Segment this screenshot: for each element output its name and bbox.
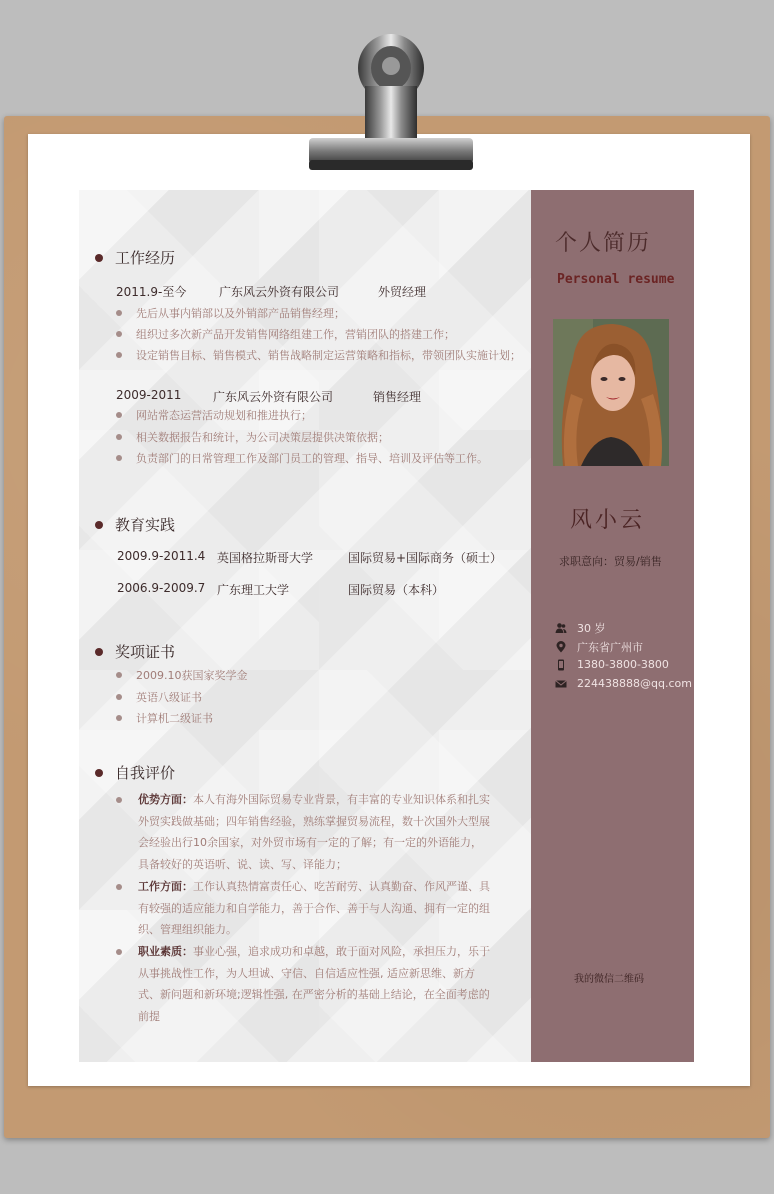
section-education-label: 教育实践 [115, 516, 176, 534]
edu-period: 2009.9-2011.4 [117, 549, 206, 563]
eval-bullet-icon [116, 884, 122, 890]
award-item: 英语八级证书 [116, 689, 202, 705]
edu-period: 2006.9-2009.7 [117, 581, 206, 595]
job-duty: 组织过多次新产品开发销售网络组建工作，营销团队的搭建工作； [116, 326, 455, 342]
section-work-label: 工作经历 [115, 249, 176, 267]
info-location: 广东省广州市 [555, 639, 643, 655]
job-duty: 先后从事内销部以及外销部产品销售经理； [116, 305, 345, 321]
user-icon [555, 622, 567, 634]
eval-bullet-icon [116, 797, 122, 803]
resume-subtitle: Personal resume [557, 272, 675, 287]
info-phone: 1380-3800-3800 [555, 658, 669, 671]
phone-icon [555, 659, 567, 671]
eval-bullet-icon [116, 949, 122, 955]
section-education-title [95, 514, 175, 535]
portrait-illustration [553, 319, 669, 466]
edu-school: 英国格拉斯哥大学 [217, 551, 314, 565]
job-duty: 网站常态运营活动规划和推进执行； [116, 407, 312, 423]
section-self-eval-label: 自我评价 [115, 764, 176, 782]
section-bullet-icon [95, 254, 103, 262]
job-duty: 相关数据报告和统计，为公司决策层提供决策依据； [116, 429, 389, 445]
section-awards-label: 奖项证书 [115, 643, 176, 661]
self-eval-quality: 职业素质：事业心强，追求成功和卓越，敢于面对风险，承担压力，乐于从事挑战性工作，为人坦诚、守信、自信适应性强, 适应新思维、新方式、新问题和新环境;逻辑性强, 在严密分析的基础上结论，在全面考虑的前提 [138, 945, 490, 1023]
edu-major: 国际贸易（本科） [348, 583, 445, 597]
location-pin-icon [555, 641, 567, 653]
job-duty: 设定销售目标、销售模式、销售战略制定运营策略和指标，带领团队实施计划； [116, 347, 521, 363]
resume-title: 个人简历 [555, 231, 652, 256]
profile-photo [553, 319, 669, 466]
section-bullet-icon [95, 521, 103, 529]
award-item: 2009.10获国家奖学金 [116, 667, 248, 683]
binder-clip-icon [305, 26, 477, 176]
job-period: 2009-2011 [116, 388, 182, 402]
section-work-title [95, 247, 175, 268]
job-period: 2011.9-至今 [116, 285, 187, 299]
section-self-eval-title [95, 762, 175, 783]
edu-school: 广东理工大学 [217, 583, 290, 597]
edu-major: 国际贸易+国际商务（硕士） [348, 551, 503, 565]
mail-icon [555, 678, 567, 690]
section-bullet-icon [95, 648, 103, 656]
self-eval-work: 工作方面：工作认真热情富责任心、吃苦耐劳、认真勤奋、作风严谨、具有较强的适应能力和自学能力，善于合作、善于与人沟通、拥有一定的组织、管理组织能力。 [138, 880, 490, 936]
job-duty: 负责部门的日常管理工作及部门员工的管理、指导、培训及评估等工作。 [116, 450, 488, 466]
section-awards-title [95, 641, 175, 662]
profile-name: 风小云 [570, 508, 646, 533]
wechat-qr-label: 我的微信二维码 [574, 974, 644, 985]
self-eval-strength: 优势方面：本人有海外国际贸易专业背景，有丰富的专业知识体系和扎实外贸实践做基础；四年销售经验，熟练掌握贸易流程，数十次国外大型展会经验出行10余国家，对外贸市场有一定的了解；有一定的外语能力，具备较好的英语听、说、读、写、译能力； [138, 793, 490, 871]
section-bullet-icon [95, 769, 103, 777]
award-item: 计算机二级证书 [116, 710, 213, 726]
info-email: 224438888@qq.com [555, 677, 692, 690]
info-age: 30 岁 [555, 620, 606, 636]
job-position: 外贸经理 [378, 285, 427, 299]
job-company: 广东风云外资有限公司 [219, 285, 340, 299]
job-company: 广东风云外资有限公司 [213, 390, 334, 404]
job-position: 销售经理 [373, 390, 422, 404]
job-intent: 求职意向：贸易/销售 [559, 555, 662, 568]
